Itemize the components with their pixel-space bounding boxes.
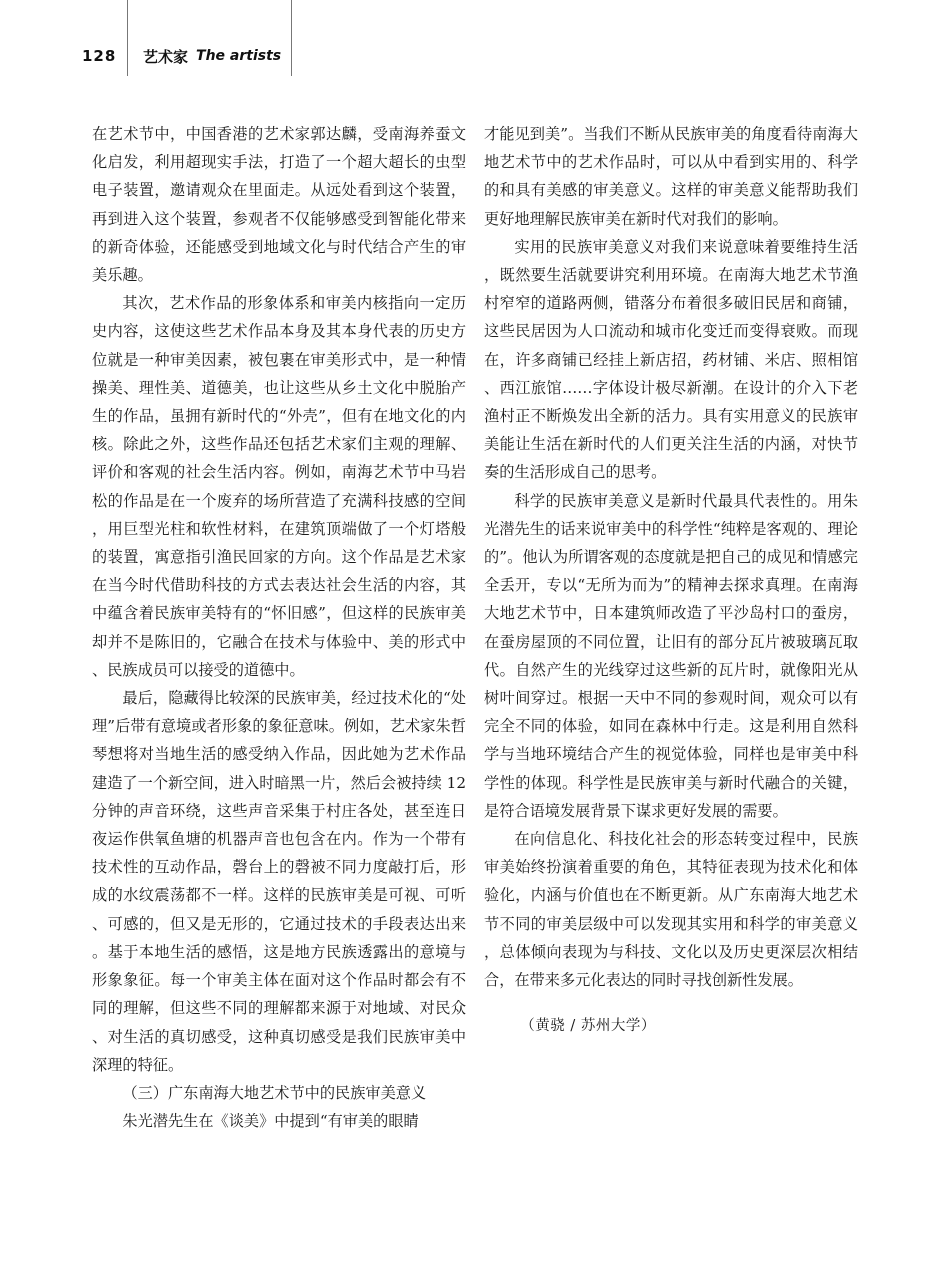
section-subheading: （三）广东南海大地艺术节中的民族审美意义 [122,1083,427,1102]
journal-title-cn: 艺术家 [143,47,189,66]
left-paragraph-2: 其次，艺术作品的形象体系和审美内核指向一定历史内容，这使这些艺术作品本身及其本身代表的历史方位就是一种审美因素，被包裹在审美形式中，是一种情操美、理性美、道德美，也让这些从乡土文化中脱胎产生的作品，虽拥有新时代的“外壳”，但有在地文化的内核。除此之外，这些作品还包括艺术家们主观的理解、评价和客观的社会生活内容。例如，南海艺术节中马岩松的作品是在一个废弃的场所营造了充满科技感的空间，用巨型光柱和软性材料，在建筑顶端做了一个灯塔般的装置，寓意指引渔民回家的方向。这个作品是艺术家在当今时代借助科技的方式去表达社会生活的内容，其中蕴含着民族审美特有的“怀旧感”，但这样的民族审美却并不是陈旧的，它融合在技术与体验中、美的形式中、民族成员可以接受的道德中。 [92,294,466,679]
header-divider-right [291,0,292,76]
left-paragraph-3: 最后，隐藏得比较深的民族审美，经过技术化的“处理”后带有意境或者形象的象征意味。例如，艺术家朱哲琴想将对当地生活的感受纳入作品，因此她为艺术作品建造了一个新空间，进入时暗黑一片，然后会被持续 12 分钟的声音环绕，这些声音采集于村庄各处，甚至连日夜运作供氧鱼塘的机器声音也包含在内。作为一个带有技术性的互动作品，磬台上的磬被不同力度敲打后，形成的水纹震荡都不一样。这样的民族审美是可视、可听、可感的，但又是无形的，它通过技术的手段表达出来。基于本地生活的感悟，这是地方民族透露出的意境与形象象征。每一个审美主体在面对这个作品时都会有不同的理解，但这些不同的理解都来源于对地域、对民众、对生活的真切感受，这种真切感受是我们民族审美中深理的特征。 [92,689,466,1074]
left-column [92,120,466,1135]
right-paragraph-3: 科学的民族审美意义是新时代最具代表性的。用朱光潜先生的话来说审美中的科学性“纯粹是客观的、理论的”。他认为所谓客观的态度就是把自己的成见和情感完全丢开，专以“无所为而为”的精神去探求真理。在南海大地艺术节中，日本建筑师改造了平沙岛村口的蚕房，在蚕房屋顶的不同位置，让旧有的部分瓦片被玻璃瓦取代。自然产生的光线穿过这些新的瓦片时，就像阳光从树叶间穿过。根据一天中不同的参观时间，观众可以有完全不同的体验，如同在森林中行走。这是利用自然科学与当地环境结合产生的视觉体验，同样也是审美中科学性的体现。科学性是民族审美与新时代融合的关键，是符合语境发展背景下谋求更好发展的需要。 [484,491,858,820]
right-paragraph-2: 实用的民族审美意义对我们来说意味着要维持生活，既然要生活就要讲究利用环境。在南海大地艺术节渔村窄窄的道路两侧，错落分布着很多破旧民居和商铺，这些民居因为人口流动和城市化变迁而变得衰败。而现在，许多商铺已经挂上新店招，药材铺、米店、照相馆、西江旅馆……字体设计极尽新潮。在设计的介入下老渔村正不断焕发出全新的活力。具有实用意义的民族审美能让生活在新时代的人们更关注生活的内涵，对快节奏的生活形成自己的思考。 [484,237,858,482]
right-column [484,120,858,1041]
page-number: 128 [82,47,117,65]
author-signature: （黄骁 / 苏州大学） [520,1018,656,1035]
page-header [82,42,281,70]
right-paragraph-4: 在向信息化、科技化社会的形态转变过程中，民族审美始终扮演着重要的角色，其特征表现为技术化和体验化，内涵与价值也在不断更新。从广东南海大地艺术节不同的审美层级中可以发现其实用和科学的审美意义，总体倾向表现为与科技、文化以及历史更深层次相结合，在带来多元化表达的同时寻找创新性发展。 [484,830,858,990]
right-paragraph-1: 才能见到美”。当我们不断从民族审美的角度看待南海大地艺术节中的艺术作品时，可以从中看到实用的、科学的和具有美感的审美意义。这样的审美意义能帮助我们更好地理解民族审美在新时代对我们的影响。 [484,125,858,228]
left-paragraph-4: 朱光潜先生在《谈美》中提到“有审美的眼睛 [122,1112,419,1131]
journal-title-en: The artists [196,48,282,64]
left-paragraph-1: 在艺术节中，中国香港的艺术家郭达麟，受南海养蚕文化启发，利用超现实手法，打造了一个超大超长的虫型电子装置，邀请观众在里面走。从远处看到这个装置，再到进入这个装置，参观者不仅能够感受到智能化带来的新奇体验，还能感受到地域文化与时代结合产生的审美乐趣。 [92,125,466,285]
